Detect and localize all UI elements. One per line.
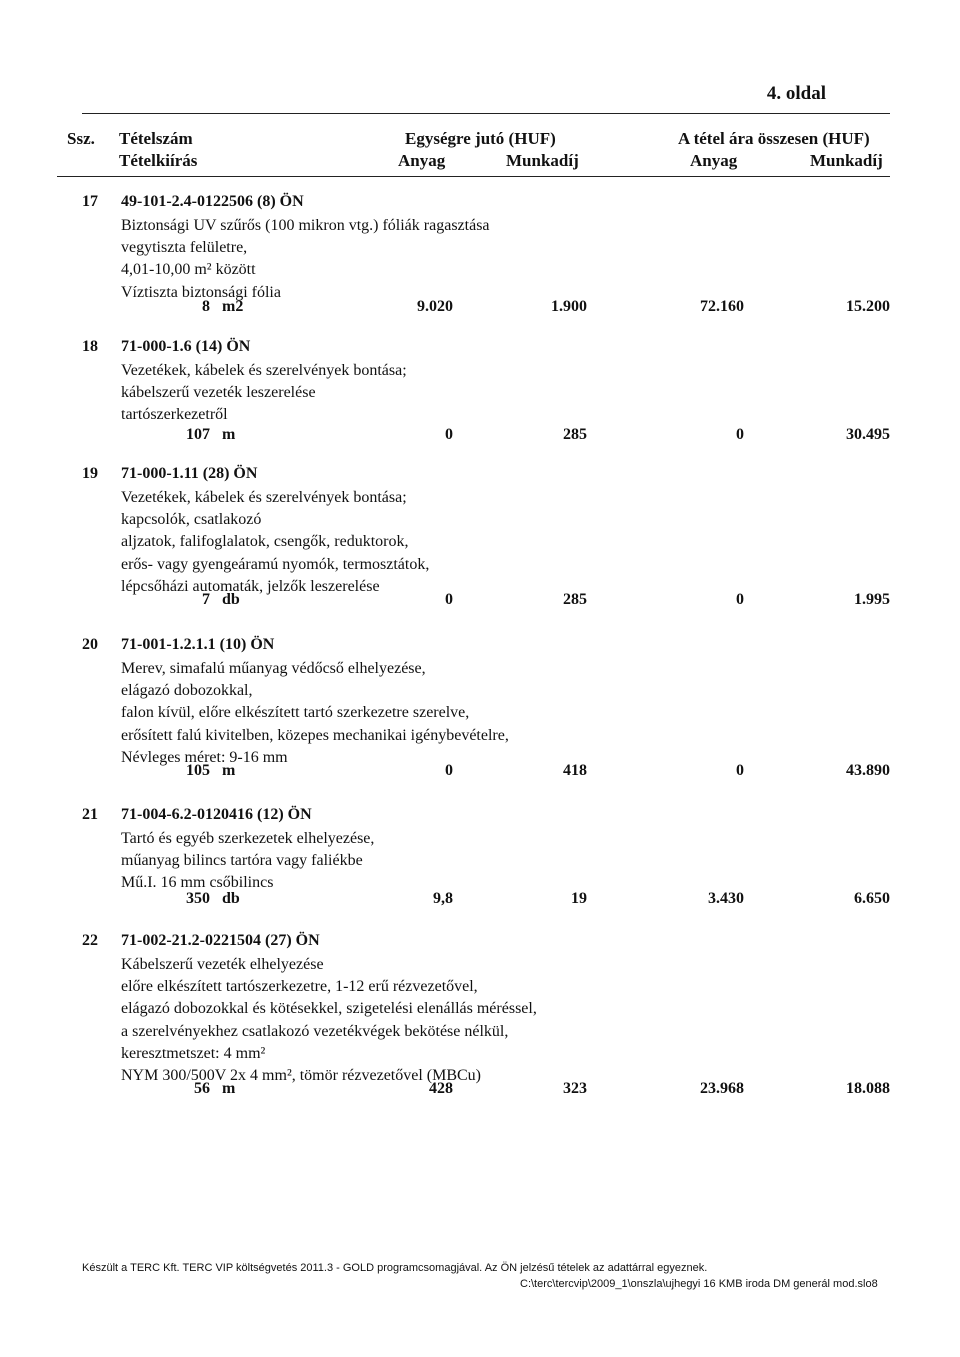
description-line: előre elkészített tartószerkezetre, 1-12 erű rézvezetővel, [121,978,478,996]
header-unit-anyag: Anyag [398,151,446,170]
header-top-rule [82,113,890,114]
unit: db [222,591,240,608]
header-total-anyag: Anyag [690,151,738,170]
unit-anyag: 9.020 [417,298,453,315]
description-line: erős- vagy gyengeáramú nyomók, termosztátok, [121,555,430,573]
total-munkadij: 6.650 [854,890,890,907]
description-line: erősített falú kivitelben, közepes mechanikai igénybevételre, [121,726,509,744]
total-munkadij: 15.200 [846,298,890,315]
quantity: 8 [202,298,210,315]
header-osszesen: A tétel ára összesen (HUF) [678,129,870,148]
description-line: elágazó dobozokkal, [121,682,253,700]
item-number: 18 [82,338,98,355]
header-egysegre: Egységre jutó (HUF) [405,129,556,148]
unit: db [222,890,240,907]
quantity: 7 [202,591,210,608]
description-line: Tartó és egyéb szerkezetek elhelyezése, [121,830,375,847]
description-line: Biztonsági UV szűrős (100 mikron vtg.) fóliák ragasztása [121,217,490,234]
unit-anyag: 9,8 [433,890,453,907]
description-line: Névleges méret: 9-16 mm [121,748,288,766]
description-line: Vezetékek, kábelek és szerelvények bontása; [121,489,407,506]
unit-munkadij: 323 [563,1080,587,1097]
description-line: Kábelszerű vezeték elhelyezése [121,956,324,973]
description-line: Mű.I. 16 mm csőbilincs [121,874,274,892]
unit-munkadij: 285 [563,426,587,443]
item-description [121,215,490,304]
description-line: lépcsőházi automaták, jelzők leszerelése [121,577,380,595]
unit-munkadij: 1.900 [551,298,587,315]
item-number: 19 [82,465,98,482]
description-line: Vezetékek, kábelek és szerelvények bontása; [121,362,407,379]
header-bottom-rule [57,176,890,177]
header-tetelkiiras: Tételkiírás [119,151,198,170]
description-line: aljzatok, falifoglalatok, csengők, reduktorok, [121,533,409,551]
item-number: 22 [82,932,98,949]
description-line: keresztmetszet: 4 mm² [121,1044,266,1062]
header-ssz: Ssz. [67,129,95,148]
description-line: műanyag bilincs tartóra vagy faliékbe [121,852,363,870]
unit: m [222,762,236,779]
description-line: elágazó dobozokkal és kötésekkel, szigetelési elenállás méréssel, [121,1000,537,1018]
quantity: 56 [194,1080,210,1097]
item-number: 20 [82,636,98,653]
item-description [121,360,407,427]
total-anyag: 72.160 [700,298,744,315]
description-line: tartószerkezetről [121,406,228,424]
header-tetelszam: Tételszám [119,129,193,148]
unit: m [222,1080,236,1097]
item-code: 71-002-21.2-0221504 (27) ÖN [121,932,320,949]
footer-generator-note: Készült a TERC Kft. TERC VIP költségvetés 2011.3 - GOLD programcsomagjával. Az ÖN jelzésű tételek az adattárral egyeznek. [82,1262,708,1274]
description-line: vegytiszta felületre, [121,239,248,257]
header-unit-munkadij: Munkadíj [506,151,579,170]
footer-file-path: C:\terc\tercvip\2009_1\onszla\ujhegyi 16 KMB iroda DM generál mod.slo8 [520,1278,878,1290]
unit-anyag: 0 [445,591,453,608]
description-line: NYM 300/500V 2x 4 mm², tömör rézvezetővel (MBCu) [121,1066,482,1084]
total-anyag: 3.430 [708,890,744,907]
total-anyag: 0 [736,426,744,443]
unit-anyag: 428 [429,1080,453,1097]
description-line: Merev, simafalú műanyag védőcső elhelyezése, [121,660,426,677]
description-line: kábelszerű vezeték leszerelése [121,384,316,402]
unit-anyag: 0 [445,762,453,779]
total-anyag: 23.968 [700,1080,744,1097]
total-anyag: 0 [736,591,744,608]
item-description [121,828,374,895]
description-line: 4,01-10,00 m² között [121,261,256,279]
quantity: 105 [186,762,210,779]
item-description [121,954,537,1087]
item-description [121,658,509,769]
total-munkadij: 43.890 [846,762,890,779]
unit-anyag: 0 [445,426,453,443]
total-munkadij: 30.495 [846,426,890,443]
description-line: a szerelvényekhez csatlakozó vezetékvégek bekötése nélkül, [121,1022,509,1040]
total-munkadij: 18.088 [846,1080,890,1097]
description-line: Víztiszta biztonsági fólia [121,283,281,301]
item-number: 21 [82,806,98,823]
item-code: 71-004-6.2-0120416 (12) ÖN [121,806,312,823]
item-number: 17 [82,193,98,210]
header-total-munkadij: Munkadíj [810,151,883,170]
item-code: 71-000-1.11 (28) ÖN [121,465,258,482]
description-line: kapcsolók, csatlakozó [121,511,262,529]
item-code: 71-001-1.2.1.1 (10) ÖN [121,636,275,653]
item-code: 71-000-1.6 (14) ÖN [121,338,251,355]
quantity: 350 [186,890,210,907]
total-munkadij: 1.995 [854,591,890,608]
description-line: falon kívül, előre elkészített tartó szerkezetre szerelve, [121,704,470,722]
unit: m [222,426,236,443]
unit: m2 [222,298,244,315]
unit-munkadij: 19 [571,890,587,907]
quantity: 107 [186,426,210,443]
item-code: 49-101-2.4-0122506 (8) ÖN [121,193,304,210]
page-number: 4. oldal [766,83,826,104]
unit-munkadij: 285 [563,591,587,608]
unit-munkadij: 418 [563,762,587,779]
total-anyag: 0 [736,762,744,779]
item-description [121,487,429,598]
